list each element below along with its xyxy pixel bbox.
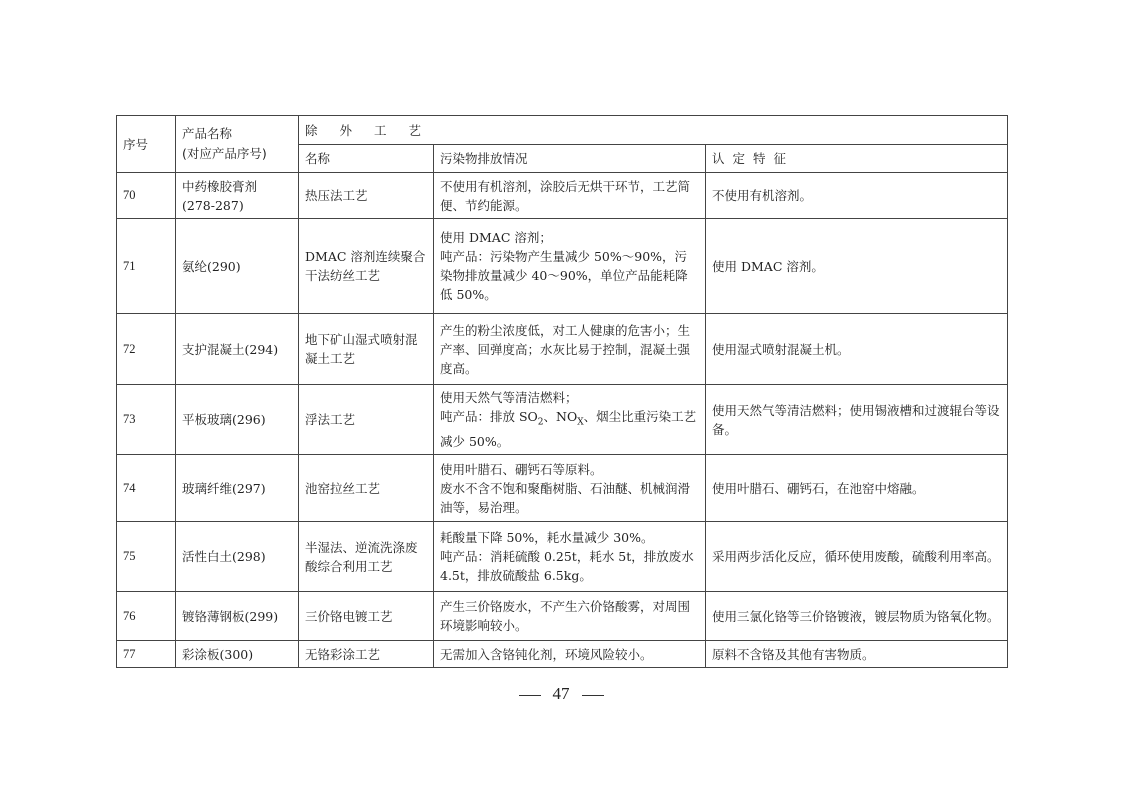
- exclusion-process-table: [116, 115, 1008, 668]
- row-seq: 74: [117, 455, 176, 522]
- row-seq: 72: [117, 314, 176, 385]
- row-emission: [434, 219, 706, 314]
- row-seq: 76: [117, 592, 176, 641]
- row-process: 地下矿山湿式喷射混凝土工艺: [299, 314, 434, 385]
- row-process: DMAC 溶剂连续聚合干法纺丝工艺: [299, 219, 434, 314]
- row-features: 不使用有机溶剂。: [706, 173, 1008, 219]
- header-product-line2: (对应产品序号): [182, 146, 267, 161]
- row-product: 活性白土(298): [176, 522, 299, 592]
- row-seq: 77: [117, 641, 176, 668]
- row-product: 彩涂板(300): [176, 641, 299, 668]
- row-emission: [434, 641, 706, 668]
- table-row: [117, 219, 1008, 314]
- row-process: 无铬彩涂工艺: [299, 641, 434, 668]
- row-process: 浮法工艺: [299, 385, 434, 455]
- emission-line: 吨产品：消耗硫酸 0.25t，耗水 5t，排放废水 4.5t，排放硫酸盐 6.5kg。: [440, 549, 694, 583]
- row-features: 使用叶腊石、硼钙石，在池窑中熔融。: [706, 455, 1008, 522]
- table-row: [117, 173, 1008, 219]
- row-emission: [434, 455, 706, 522]
- row-product: 镀铬薄钢板(299): [176, 592, 299, 641]
- table-row: [117, 385, 1008, 455]
- header-features: 认定特征: [706, 145, 1008, 173]
- table-row: [117, 455, 1008, 522]
- row-seq: 71: [117, 219, 176, 314]
- row-emission: [434, 592, 706, 641]
- row-features: 使用天然气等清洁燃料；使用锡液槽和过渡辊台等设备。: [706, 385, 1008, 455]
- emission-nox-text: 、NO: [543, 408, 578, 424]
- emission-so2-text: 吨产品：排放 SO: [440, 408, 538, 424]
- dash-right: [582, 695, 604, 696]
- row-seq: 70: [117, 173, 176, 219]
- row-emission: [434, 173, 706, 219]
- emission-line: 使用 DMAC 溶剂；: [440, 230, 552, 245]
- header-product-line1: 产品名称: [182, 126, 233, 141]
- page-number: 47: [552, 684, 570, 703]
- emission-line: 无需加入含铬钝化剂，环境风险较小。: [440, 646, 653, 662]
- header-seq: 序号: [117, 116, 176, 173]
- emission-post-text: 、烟尘比重污染工艺减少 50%。: [440, 408, 697, 450]
- header-process-name: 名称: [299, 145, 434, 173]
- row-seq: 75: [117, 522, 176, 592]
- header-emission: 污染物排放情况: [434, 145, 706, 173]
- row-features: 采用两步活化反应，循环使用废酸，硫酸利用率高。: [706, 522, 1008, 592]
- emission-line: [440, 407, 699, 452]
- row-process: 半湿法、逆流洗涤废酸综合利用工艺: [299, 522, 434, 592]
- page-footer: [0, 684, 1122, 704]
- row-features: 使用 DMAC 溶剂。: [706, 219, 1008, 314]
- emission-line: 使用天然气等清洁燃料；: [440, 389, 578, 405]
- row-product-line1: 中药橡胶膏剂: [182, 178, 258, 194]
- row-product: 玻璃纤维(297): [176, 455, 299, 522]
- emission-line: 耗酸量下降 50%，耗水量减少 30%。: [440, 530, 654, 545]
- row-process: 热压法工艺: [299, 173, 434, 219]
- header-group-exclusion: 除外工艺: [299, 116, 1008, 145]
- table-row: [117, 522, 1008, 592]
- row-seq: 73: [117, 385, 176, 455]
- so2-subscript: 2: [537, 417, 544, 428]
- row-product-line2: (278-287): [182, 197, 244, 213]
- row-features: 原料不含铬及其他有害物质。: [706, 641, 1008, 668]
- emission-line: 废水不含不饱和聚酯树脂、石油醚、机械润滑油等，易治理。: [440, 480, 691, 515]
- emission-line: 不使用有机溶剂，涂胶后无烘干环节，工艺简便、节约能源。: [440, 178, 691, 213]
- row-emission: [434, 385, 706, 455]
- dash-left: [519, 695, 541, 696]
- row-emission: [434, 314, 706, 385]
- header-product: [176, 116, 299, 173]
- row-emission: [434, 522, 706, 592]
- row-product: 平板玻璃(296): [176, 385, 299, 455]
- table-row: [117, 592, 1008, 641]
- emission-line: 产生三价铬废水，不产生六价铬酸雾，对周围环境影响较小。: [440, 599, 691, 633]
- row-features: 使用湿式喷射混凝土机。: [706, 314, 1008, 385]
- table-row: [117, 314, 1008, 385]
- row-product: 氨纶(290): [176, 219, 299, 314]
- row-product: [176, 173, 299, 219]
- emission-line: 使用叶腊石、硼钙石等原料。: [440, 461, 603, 477]
- emission-line: 产生的粉尘浓度低，对工人健康的危害小；生产率、回弹度高；水灰比易于控制，混凝土强度高。: [440, 322, 691, 376]
- nox-subscript: X: [577, 417, 584, 428]
- emission-line: 吨产品：污染物产生量减少 50%～90%，污染物排放量减少 40～90%，单位产品能耗降低 50%。: [440, 249, 688, 302]
- row-process: 池窑拉丝工艺: [299, 455, 434, 522]
- row-features: 使用三氯化铬等三价铬镀液，镀层物质为铬氧化物。: [706, 592, 1008, 641]
- row-product: 支护混凝土(294): [176, 314, 299, 385]
- table-row: [117, 641, 1008, 668]
- row-process: 三价铬电镀工艺: [299, 592, 434, 641]
